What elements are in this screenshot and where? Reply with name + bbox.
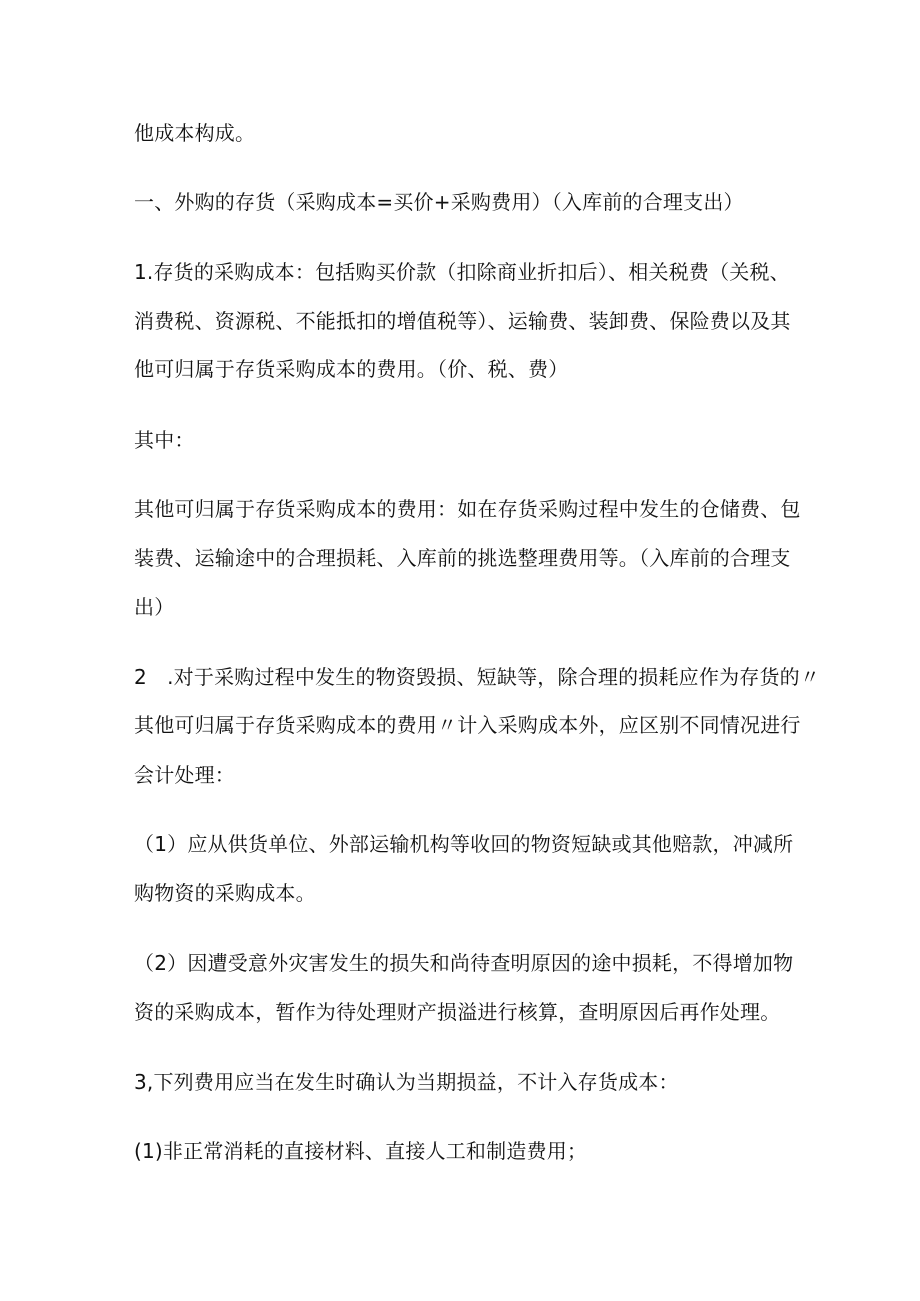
text-line: 他可归属于存货采购成本的费用。（价、税、费） xyxy=(134,357,569,381)
text-line: 2 .对于采购过程中发生的物资毁损、短缺等，除合理的损耗应作为存货的〃 xyxy=(134,665,821,689)
text-line: 会计处理： xyxy=(134,763,235,787)
text-line: 他成本构成。 xyxy=(134,121,256,145)
text-line: 资的采购成本，暂作为待处理财产损溢进行核算，查明原因后再作处理。 xyxy=(134,1000,781,1024)
text-line: 出） xyxy=(134,595,175,619)
text-line: 其他可归属于存货采购成本的费用〃计入采购成本外，应区别不同情况进行 xyxy=(134,713,801,737)
text-line: 消费税、资源税、不能抵扣的增值税等）、运输费、装卸费、保险费以及其 xyxy=(134,309,791,333)
section-heading: 一、外购的存货（采购成本=买价+采购费用）（入库前的合理支出） xyxy=(134,190,744,214)
text-line: 其中： xyxy=(134,428,195,452)
text-line: （1）应从供货单位、外部运输机构等收回的物资短缺或其他赔款，冲减所 xyxy=(134,832,794,856)
text-line: 购物资的采购成本。 xyxy=(134,881,316,905)
text-line: (1)非正常消耗的直接材料、直接人工和制造费用； xyxy=(134,1139,588,1163)
text-line: 1.存货的采购成本：包括购买价款（扣除商业折扣后）、相关税费（关税、 xyxy=(134,260,790,284)
text-line: 3,下列费用应当在发生时确认为当期损益，不计入存货成本： xyxy=(134,1070,679,1094)
text-line: 装费、运输途中的合理损耗、入库前的挑选整理费用等。（入库前的合理支 xyxy=(134,546,791,570)
text-line: 其他可归属于存货采购成本的费用：如在存货采购过程中发生的仓储费、包 xyxy=(134,497,801,521)
text-line: （2）因遭受意外灾害发生的损失和尚待查明原因的途中损耗，不得增加物 xyxy=(134,951,794,975)
